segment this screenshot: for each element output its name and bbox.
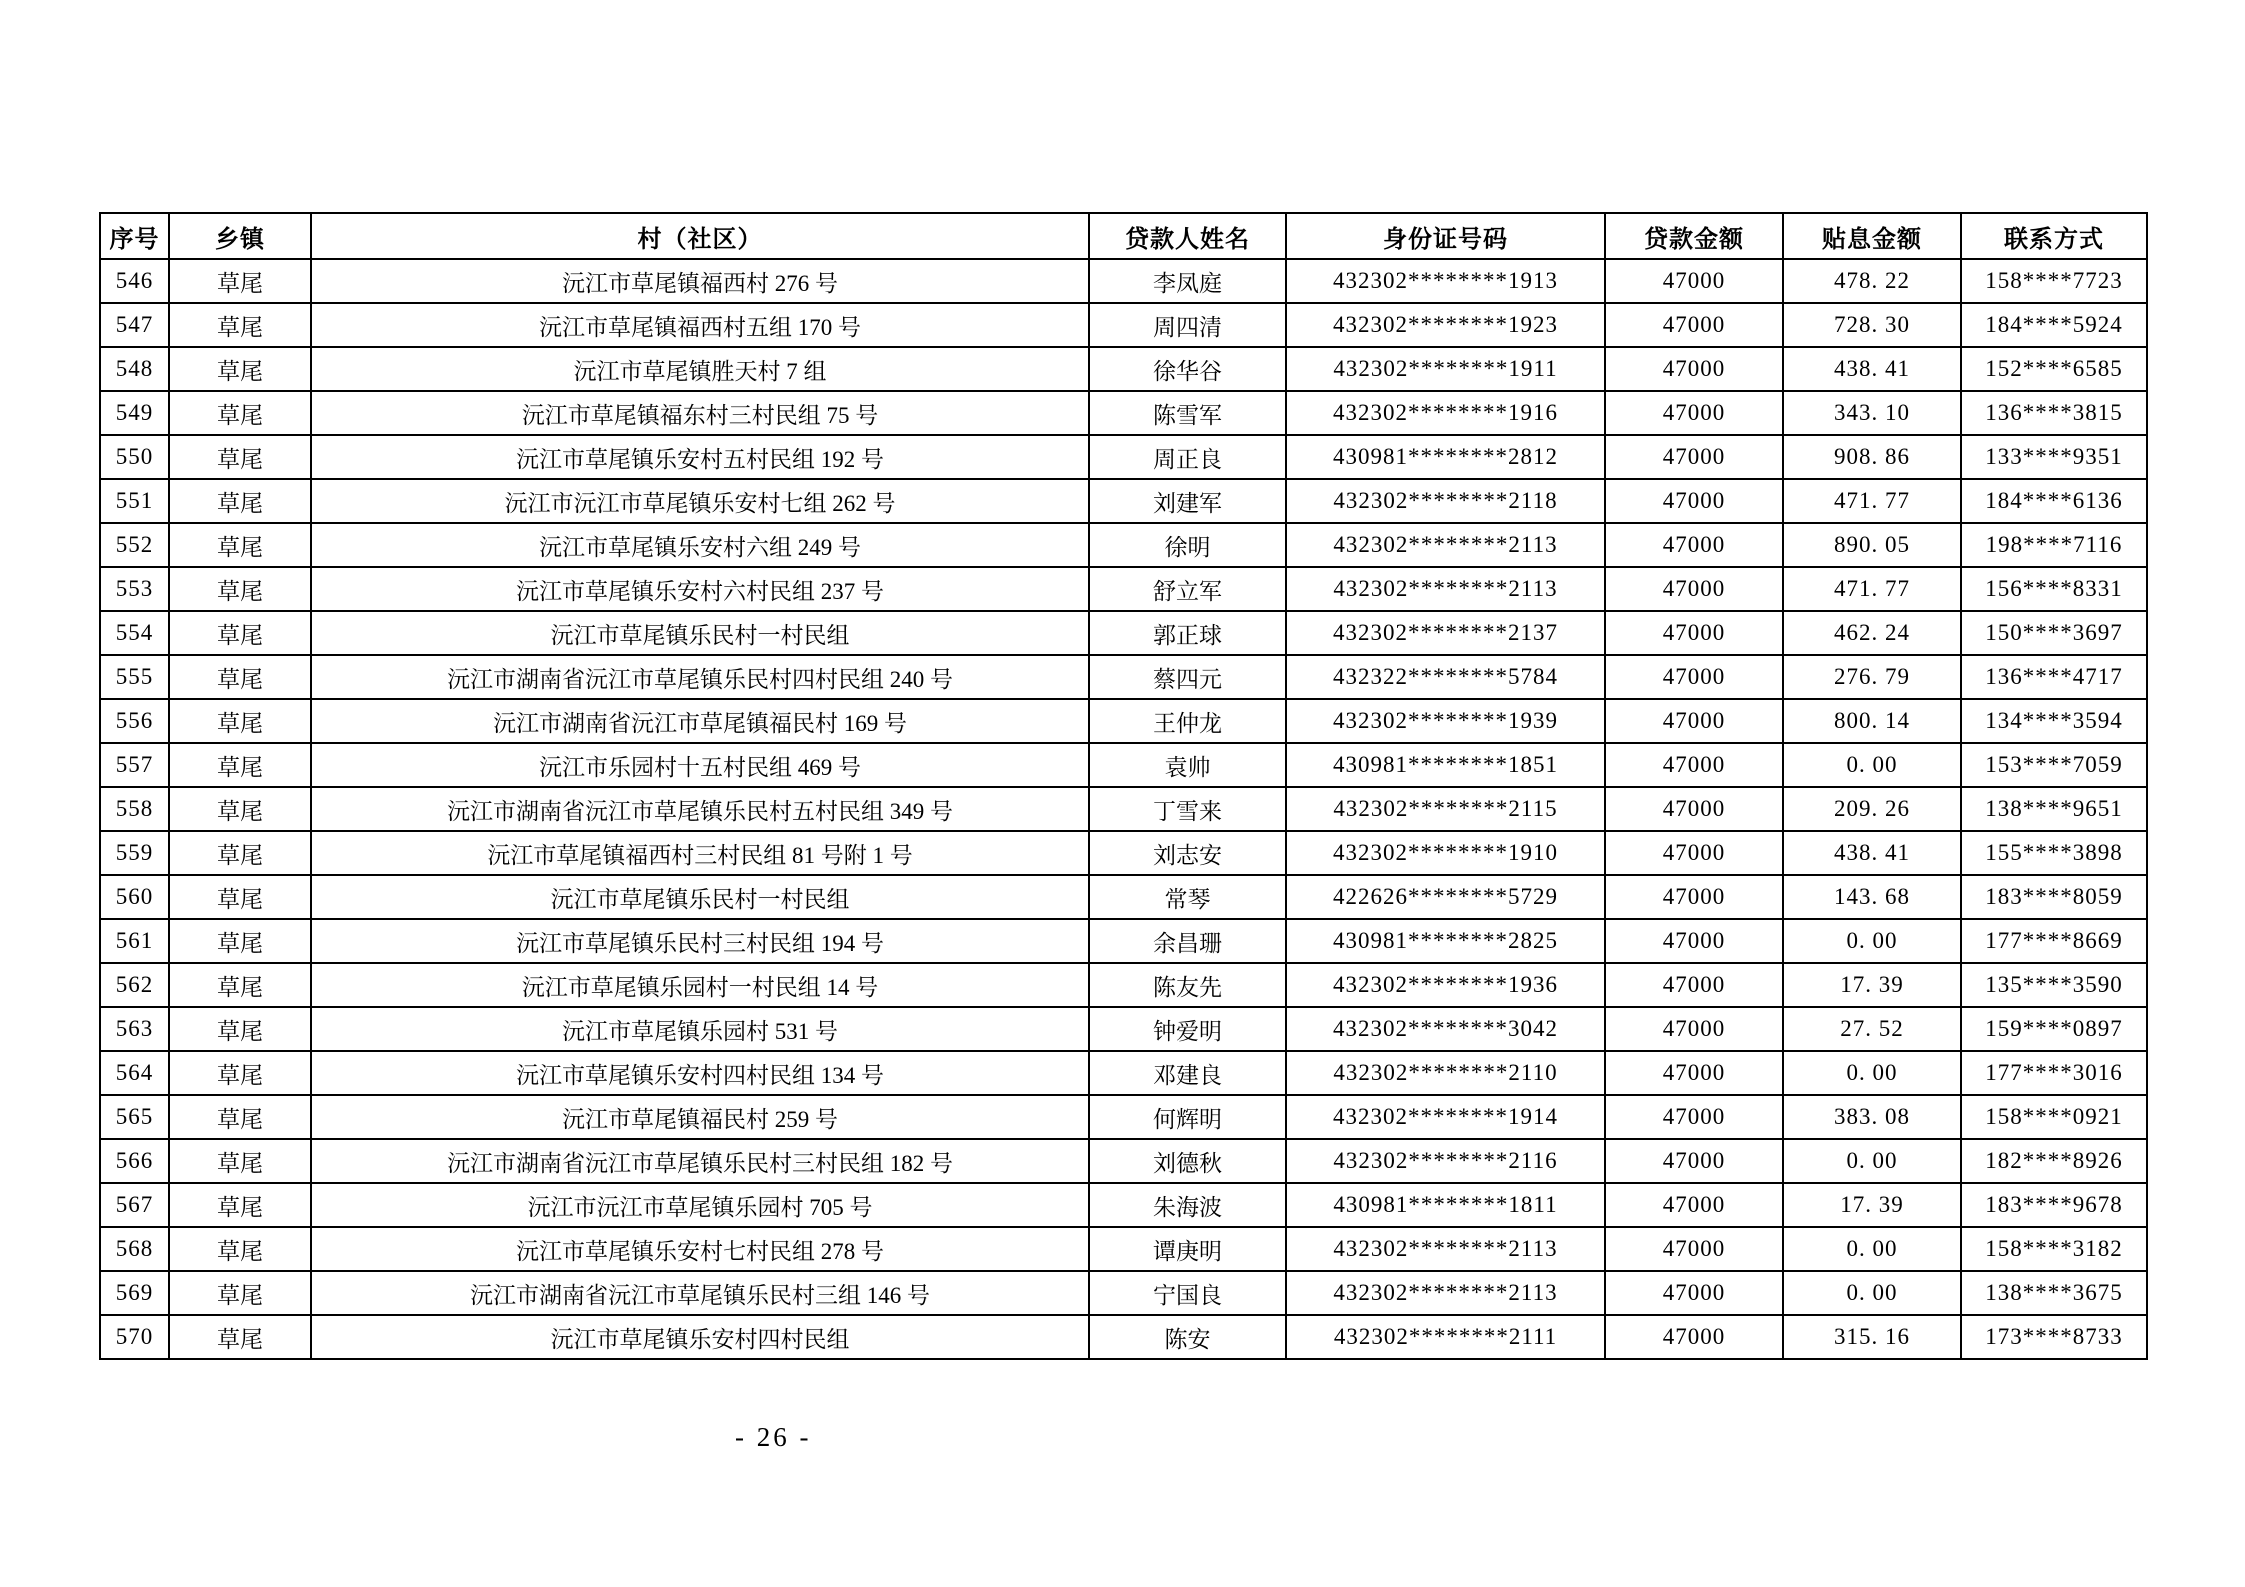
header-cell-subsidy-amount: 贴息金额 [1783, 213, 1961, 259]
cell-village: 沅江市草尾镇福西村 276 号 [311, 259, 1089, 303]
cell-serial: 552 [100, 523, 169, 567]
cell-loan-amount: 47000 [1605, 435, 1783, 479]
table-row [100, 259, 2147, 303]
table-head [100, 213, 2147, 259]
cell-subsidy-amount: 343. 10 [1783, 391, 1961, 435]
cell-contact: 158****7723 [1961, 259, 2147, 303]
cell-loan-amount: 47000 [1605, 479, 1783, 523]
cell-subsidy-amount: 17. 39 [1783, 963, 1961, 1007]
cell-serial: 562 [100, 963, 169, 1007]
cell-serial: 555 [100, 655, 169, 699]
table-row [100, 611, 2147, 655]
table-row [100, 347, 2147, 391]
cell-contact: 158****0921 [1961, 1095, 2147, 1139]
cell-borrower-name: 舒立军 [1089, 567, 1286, 611]
cell-borrower-name: 蔡四元 [1089, 655, 1286, 699]
cell-serial: 546 [100, 259, 169, 303]
cell-borrower-name: 丁雪来 [1089, 787, 1286, 831]
cell-village: 沅江市草尾镇福西村三村民组 81 号附 1 号 [311, 831, 1089, 875]
cell-serial: 553 [100, 567, 169, 611]
cell-township: 草尾 [169, 743, 311, 787]
cell-township: 草尾 [169, 1139, 311, 1183]
cell-borrower-name: 陈友先 [1089, 963, 1286, 1007]
table-row [100, 1095, 2147, 1139]
cell-borrower-name: 刘德秋 [1089, 1139, 1286, 1183]
cell-id-number: 432302********2113 [1286, 567, 1605, 611]
cell-id-number: 432302********1916 [1286, 391, 1605, 435]
cell-id-number: 430981********1811 [1286, 1183, 1605, 1227]
cell-contact: 136****3815 [1961, 391, 2147, 435]
cell-id-number: 432302********2118 [1286, 479, 1605, 523]
cell-serial: 561 [100, 919, 169, 963]
header-cell-borrower-name: 贷款人姓名 [1089, 213, 1286, 259]
cell-township: 草尾 [169, 303, 311, 347]
cell-id-number: 432302********1939 [1286, 699, 1605, 743]
cell-township: 草尾 [169, 875, 311, 919]
cell-id-number: 430981********1851 [1286, 743, 1605, 787]
table-row [100, 787, 2147, 831]
cell-borrower-name: 袁帅 [1089, 743, 1286, 787]
cell-subsidy-amount: 728. 30 [1783, 303, 1961, 347]
cell-township: 草尾 [169, 963, 311, 1007]
loan-subsidy-table [99, 212, 2148, 1360]
cell-id-number: 432302********2115 [1286, 787, 1605, 831]
cell-village: 沅江市草尾镇乐民村一村民组 [311, 611, 1089, 655]
cell-loan-amount: 47000 [1605, 1183, 1783, 1227]
cell-village: 沅江市草尾镇乐民村一村民组 [311, 875, 1089, 919]
cell-id-number: 432302********1913 [1286, 259, 1605, 303]
cell-contact: 184****5924 [1961, 303, 2147, 347]
cell-contact: 135****3590 [1961, 963, 2147, 1007]
cell-id-number: 432302********2110 [1286, 1051, 1605, 1095]
cell-serial: 547 [100, 303, 169, 347]
header-cell-contact: 联系方式 [1961, 213, 2147, 259]
cell-contact: 183****8059 [1961, 875, 2147, 919]
cell-subsidy-amount: 890. 05 [1783, 523, 1961, 567]
cell-contact: 182****8926 [1961, 1139, 2147, 1183]
cell-village: 沅江市草尾镇胜天村 7 组 [311, 347, 1089, 391]
cell-township: 草尾 [169, 655, 311, 699]
cell-township: 草尾 [169, 1007, 311, 1051]
cell-township: 草尾 [169, 567, 311, 611]
table-row [100, 743, 2147, 787]
cell-borrower-name: 郭正球 [1089, 611, 1286, 655]
cell-loan-amount: 47000 [1605, 831, 1783, 875]
cell-village: 沅江市草尾镇乐安村七村民组 278 号 [311, 1227, 1089, 1271]
cell-borrower-name: 陈安 [1089, 1315, 1286, 1359]
table-row [100, 875, 2147, 919]
cell-loan-amount: 47000 [1605, 1007, 1783, 1051]
table-row [100, 391, 2147, 435]
table-row [100, 479, 2147, 523]
table-row [100, 1051, 2147, 1095]
cell-village: 沅江市沅江市草尾镇乐园村 705 号 [311, 1183, 1089, 1227]
header-cell-loan-amount: 贷款金额 [1605, 213, 1783, 259]
cell-township: 草尾 [169, 611, 311, 655]
cell-contact: 150****3697 [1961, 611, 2147, 655]
cell-contact: 198****7116 [1961, 523, 2147, 567]
table-row [100, 963, 2147, 1007]
table-row [100, 831, 2147, 875]
cell-contact: 184****6136 [1961, 479, 2147, 523]
cell-contact: 155****3898 [1961, 831, 2147, 875]
cell-township: 草尾 [169, 1315, 311, 1359]
cell-id-number: 432302********1936 [1286, 963, 1605, 1007]
cell-borrower-name: 周正良 [1089, 435, 1286, 479]
cell-serial: 566 [100, 1139, 169, 1183]
cell-village: 沅江市湖南省沅江市草尾镇福民村 169 号 [311, 699, 1089, 743]
cell-township: 草尾 [169, 523, 311, 567]
cell-borrower-name: 陈雪军 [1089, 391, 1286, 435]
cell-id-number: 432302********1923 [1286, 303, 1605, 347]
cell-township: 草尾 [169, 1183, 311, 1227]
cell-loan-amount: 47000 [1605, 1051, 1783, 1095]
cell-serial: 550 [100, 435, 169, 479]
cell-village: 沅江市草尾镇乐安村六组 249 号 [311, 523, 1089, 567]
cell-loan-amount: 47000 [1605, 1139, 1783, 1183]
table-row [100, 435, 2147, 479]
cell-id-number: 432322********5784 [1286, 655, 1605, 699]
table-row [100, 303, 2147, 347]
cell-subsidy-amount: 478. 22 [1783, 259, 1961, 303]
cell-id-number: 430981********2812 [1286, 435, 1605, 479]
cell-subsidy-amount: 471. 77 [1783, 479, 1961, 523]
table-row [100, 1315, 2147, 1359]
cell-township: 草尾 [169, 1271, 311, 1315]
cell-village: 沅江市湖南省沅江市草尾镇乐民村四村民组 240 号 [311, 655, 1089, 699]
cell-village: 沅江市草尾镇乐安村四村民组 134 号 [311, 1051, 1089, 1095]
table-row [100, 523, 2147, 567]
cell-township: 草尾 [169, 787, 311, 831]
cell-subsidy-amount: 0. 00 [1783, 743, 1961, 787]
table-row [100, 1271, 2147, 1315]
cell-serial: 564 [100, 1051, 169, 1095]
table-row [100, 567, 2147, 611]
cell-borrower-name: 李凤庭 [1089, 259, 1286, 303]
cell-township: 草尾 [169, 831, 311, 875]
cell-id-number: 422626********5729 [1286, 875, 1605, 919]
cell-subsidy-amount: 383. 08 [1783, 1095, 1961, 1139]
cell-village: 沅江市草尾镇乐民村三村民组 194 号 [311, 919, 1089, 963]
cell-serial: 563 [100, 1007, 169, 1051]
cell-township: 草尾 [169, 699, 311, 743]
cell-borrower-name: 宁国良 [1089, 1271, 1286, 1315]
cell-serial: 565 [100, 1095, 169, 1139]
cell-contact: 138****9651 [1961, 787, 2147, 831]
cell-township: 草尾 [169, 259, 311, 303]
cell-village: 沅江市草尾镇福东村三村民组 75 号 [311, 391, 1089, 435]
table-row [100, 699, 2147, 743]
cell-borrower-name: 何辉明 [1089, 1095, 1286, 1139]
cell-subsidy-amount: 471. 77 [1783, 567, 1961, 611]
cell-subsidy-amount: 800. 14 [1783, 699, 1961, 743]
cell-subsidy-amount: 0. 00 [1783, 919, 1961, 963]
cell-contact: 177****3016 [1961, 1051, 2147, 1095]
cell-contact: 134****3594 [1961, 699, 2147, 743]
cell-contact: 152****6585 [1961, 347, 2147, 391]
cell-borrower-name: 钟爱明 [1089, 1007, 1286, 1051]
cell-village: 沅江市草尾镇福西村五组 170 号 [311, 303, 1089, 347]
cell-village: 沅江市湖南省沅江市草尾镇乐民村三组 146 号 [311, 1271, 1089, 1315]
cell-village: 沅江市草尾镇乐安村六村民组 237 号 [311, 567, 1089, 611]
cell-subsidy-amount: 0. 00 [1783, 1227, 1961, 1271]
cell-contact: 158****3182 [1961, 1227, 2147, 1271]
table-row [100, 1183, 2147, 1227]
cell-subsidy-amount: 438. 41 [1783, 347, 1961, 391]
cell-borrower-name: 刘建军 [1089, 479, 1286, 523]
cell-borrower-name: 徐华谷 [1089, 347, 1286, 391]
table-row [100, 1227, 2147, 1271]
cell-id-number: 432302********3042 [1286, 1007, 1605, 1051]
cell-subsidy-amount: 0. 00 [1783, 1139, 1961, 1183]
cell-borrower-name: 王仲龙 [1089, 699, 1286, 743]
cell-contact: 133****9351 [1961, 435, 2147, 479]
cell-loan-amount: 47000 [1605, 875, 1783, 919]
cell-village: 沅江市草尾镇乐园村 531 号 [311, 1007, 1089, 1051]
cell-subsidy-amount: 462. 24 [1783, 611, 1961, 655]
cell-borrower-name: 周四清 [1089, 303, 1286, 347]
cell-serial: 556 [100, 699, 169, 743]
cell-serial: 560 [100, 875, 169, 919]
cell-subsidy-amount: 209. 26 [1783, 787, 1961, 831]
table-row [100, 655, 2147, 699]
cell-loan-amount: 47000 [1605, 1095, 1783, 1139]
cell-loan-amount: 47000 [1605, 259, 1783, 303]
cell-village: 沅江市草尾镇福民村 259 号 [311, 1095, 1089, 1139]
cell-subsidy-amount: 438. 41 [1783, 831, 1961, 875]
page-number: - 26 - [735, 1422, 812, 1452]
cell-contact: 183****9678 [1961, 1183, 2147, 1227]
cell-contact: 159****0897 [1961, 1007, 2147, 1051]
cell-subsidy-amount: 0. 00 [1783, 1271, 1961, 1315]
cell-borrower-name: 常琴 [1089, 875, 1286, 919]
cell-village: 沅江市湖南省沅江市草尾镇乐民村五村民组 349 号 [311, 787, 1089, 831]
cell-village: 沅江市湖南省沅江市草尾镇乐民村三村民组 182 号 [311, 1139, 1089, 1183]
cell-contact: 153****7059 [1961, 743, 2147, 787]
header-cell-serial: 序号 [100, 213, 169, 259]
cell-loan-amount: 47000 [1605, 611, 1783, 655]
header-cell-id-number: 身份证号码 [1286, 213, 1605, 259]
cell-loan-amount: 47000 [1605, 567, 1783, 611]
cell-borrower-name: 刘志安 [1089, 831, 1286, 875]
header-cell-village: 村（社区） [311, 213, 1089, 259]
cell-id-number: 432302********2116 [1286, 1139, 1605, 1183]
cell-subsidy-amount: 0. 00 [1783, 1051, 1961, 1095]
cell-township: 草尾 [169, 1227, 311, 1271]
cell-contact: 156****8331 [1961, 567, 2147, 611]
cell-subsidy-amount: 143. 68 [1783, 875, 1961, 919]
cell-contact: 136****4717 [1961, 655, 2147, 699]
cell-loan-amount: 47000 [1605, 743, 1783, 787]
cell-serial: 559 [100, 831, 169, 875]
cell-borrower-name: 余昌珊 [1089, 919, 1286, 963]
table-header-row [100, 213, 2147, 259]
cell-id-number: 432302********2111 [1286, 1315, 1605, 1359]
cell-borrower-name: 谭庚明 [1089, 1227, 1286, 1271]
cell-serial: 558 [100, 787, 169, 831]
cell-contact: 173****8733 [1961, 1315, 2147, 1359]
table-row [100, 919, 2147, 963]
cell-loan-amount: 47000 [1605, 1271, 1783, 1315]
cell-loan-amount: 47000 [1605, 1227, 1783, 1271]
cell-township: 草尾 [169, 919, 311, 963]
cell-serial: 548 [100, 347, 169, 391]
cell-village: 沅江市沅江市草尾镇乐安村七组 262 号 [311, 479, 1089, 523]
cell-id-number: 432302********2137 [1286, 611, 1605, 655]
table-row [100, 1007, 2147, 1051]
cell-subsidy-amount: 315. 16 [1783, 1315, 1961, 1359]
cell-borrower-name: 朱海波 [1089, 1183, 1286, 1227]
cell-village: 沅江市草尾镇乐安村五村民组 192 号 [311, 435, 1089, 479]
cell-loan-amount: 47000 [1605, 787, 1783, 831]
cell-loan-amount: 47000 [1605, 523, 1783, 567]
cell-loan-amount: 47000 [1605, 699, 1783, 743]
cell-serial: 551 [100, 479, 169, 523]
cell-township: 草尾 [169, 1051, 311, 1095]
table-row [100, 1139, 2147, 1183]
cell-subsidy-amount: 276. 79 [1783, 655, 1961, 699]
cell-serial: 568 [100, 1227, 169, 1271]
cell-loan-amount: 47000 [1605, 1315, 1783, 1359]
cell-borrower-name: 邓建良 [1089, 1051, 1286, 1095]
cell-village: 沅江市乐园村十五村民组 469 号 [311, 743, 1089, 787]
cell-loan-amount: 47000 [1605, 391, 1783, 435]
cell-subsidy-amount: 17. 39 [1783, 1183, 1961, 1227]
cell-township: 草尾 [169, 391, 311, 435]
cell-loan-amount: 47000 [1605, 655, 1783, 699]
cell-subsidy-amount: 27. 52 [1783, 1007, 1961, 1051]
cell-loan-amount: 47000 [1605, 303, 1783, 347]
cell-subsidy-amount: 908. 86 [1783, 435, 1961, 479]
header-cell-township: 乡镇 [169, 213, 311, 259]
cell-serial: 557 [100, 743, 169, 787]
cell-borrower-name: 徐明 [1089, 523, 1286, 567]
cell-id-number: 432302********1914 [1286, 1095, 1605, 1139]
cell-contact: 138****3675 [1961, 1271, 2147, 1315]
cell-township: 草尾 [169, 435, 311, 479]
cell-id-number: 432302********2113 [1286, 1227, 1605, 1271]
cell-township: 草尾 [169, 479, 311, 523]
cell-township: 草尾 [169, 1095, 311, 1139]
cell-contact: 177****8669 [1961, 919, 2147, 963]
table-body [100, 259, 2147, 1359]
cell-id-number: 432302********1910 [1286, 831, 1605, 875]
cell-loan-amount: 47000 [1605, 919, 1783, 963]
cell-loan-amount: 47000 [1605, 347, 1783, 391]
cell-serial: 554 [100, 611, 169, 655]
cell-id-number: 430981********2825 [1286, 919, 1605, 963]
cell-id-number: 432302********1911 [1286, 347, 1605, 391]
cell-village: 沅江市草尾镇乐园村一村民组 14 号 [311, 963, 1089, 1007]
cell-village: 沅江市草尾镇乐安村四村民组 [311, 1315, 1089, 1359]
cell-serial: 567 [100, 1183, 169, 1227]
cell-township: 草尾 [169, 347, 311, 391]
cell-id-number: 432302********2113 [1286, 523, 1605, 567]
cell-serial: 549 [100, 391, 169, 435]
cell-serial: 569 [100, 1271, 169, 1315]
cell-serial: 570 [100, 1315, 169, 1359]
cell-id-number: 432302********2113 [1286, 1271, 1605, 1315]
cell-loan-amount: 47000 [1605, 963, 1783, 1007]
